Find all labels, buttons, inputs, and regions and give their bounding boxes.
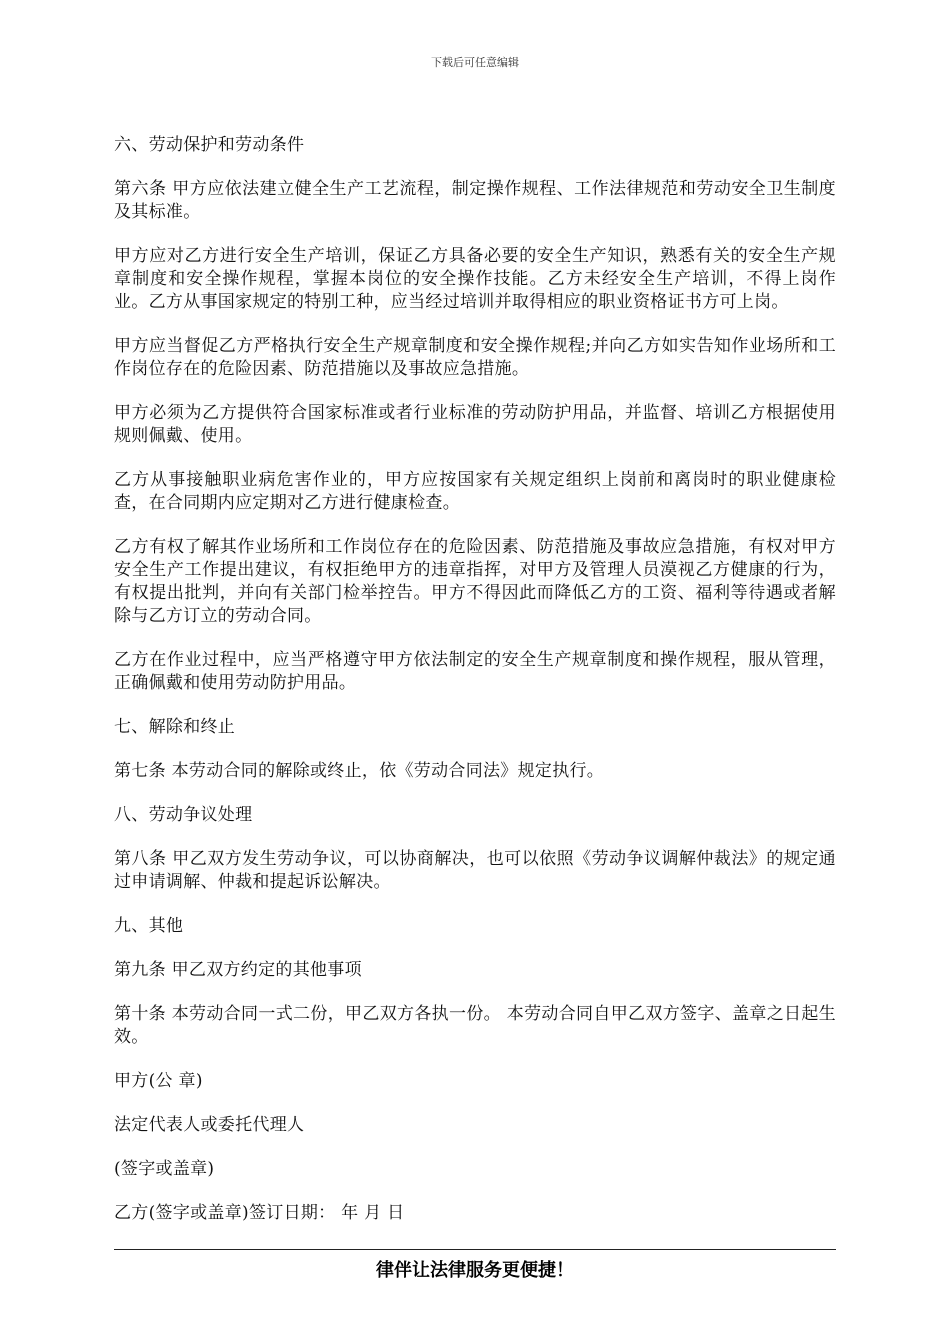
article-7: 第七条 本劳动合同的解除或终止，依《劳动合同法》规定执行。	[114, 761, 605, 781]
page-footer: 律伴让法律服务更便捷！	[376, 1260, 574, 1281]
section-heading-6: 六、劳动保护和劳动条件	[114, 135, 305, 155]
article-9: 第九条 甲乙双方约定的其他事项	[114, 960, 362, 980]
paragraph-rights: 乙方有权了解其作业场所和工作岗位存在的危险因素、防范措施及事故应急措施，有权对甲方安全生产工作提出建议，有权拒绝甲方的违章指挥，对甲方及管理人员漠视乙方健康的行为，有权提出批判，并向有关部门检举控告。甲方不得因此而降低乙方的工资、福利等待遇或者解除与乙方订立的劳动合同。	[114, 537, 836, 626]
signature-or-seal: (签字或盖章)	[114, 1159, 215, 1179]
paragraph-health-check: 乙方从事接触职业病危害作业的，甲方应按国家有关规定组织上岗前和离岗时的职业健康检查，在合同期内应定期对乙方进行健康检查。	[114, 470, 836, 513]
party-a-seal: 甲方(公 章)	[114, 1071, 203, 1091]
page-header: 下载后可任意编辑	[431, 56, 519, 69]
paragraph-obligations: 乙方在作业过程中，应当严格遵守甲方依法制定的安全生产规章制度和操作规程，服从管理，正确佩戴和使用劳动防护用品。	[114, 650, 836, 693]
article-8: 第八条 甲乙双方发生劳动争议，可以协商解决，也可以依照《劳动争议调解仲裁法》的规定通过申请调解、仲裁和提起诉讼解决。	[114, 849, 836, 892]
paragraph-supervision: 甲方应当督促乙方严格执行安全生产规章制度和安全操作规程;并向乙方如实告知作业场所和工作岗位存在的危险因素、防范措施以及事故应急措施。	[114, 336, 836, 379]
section-heading-9: 九、其他	[114, 916, 184, 936]
section-heading-8: 八、劳动争议处理	[114, 805, 253, 825]
legal-representative: 法定代表人或委托代理人	[114, 1115, 305, 1135]
party-b-signing-date: 乙方(签字或盖章)签订日期： 年 月 日	[114, 1203, 405, 1223]
paragraph-training: 甲方应对乙方进行安全生产培训，保证乙方具备必要的安全生产知识，熟悉有关的安全生产规章制度和安全操作规程，掌握本岗位的安全操作技能。乙方未经安全生产培训，不得上岗作业。乙方从事国家规定的特别工种，应当经过培训并取得相应的职业资格证书方可上岗。	[114, 246, 836, 312]
footer-divider	[114, 1249, 836, 1250]
section-heading-7: 七、解除和终止	[114, 717, 236, 737]
paragraph-protective-equipment: 甲方必须为乙方提供符合国家标准或者行业标准的劳动防护用品，并监督、培训乙方根据使用规则佩戴、使用。	[114, 403, 836, 446]
article-10: 第十条 本劳动合同一式二份，甲乙双方各执一份。 本劳动合同自甲乙双方签字、盖章之日起生效。	[114, 1004, 836, 1047]
document-body	[114, 134, 836, 1246]
article-6: 第六条 甲方应依法建立健全生产工艺流程，制定操作规程、工作法律规范和劳动安全卫生制度及其标准。	[114, 179, 836, 222]
